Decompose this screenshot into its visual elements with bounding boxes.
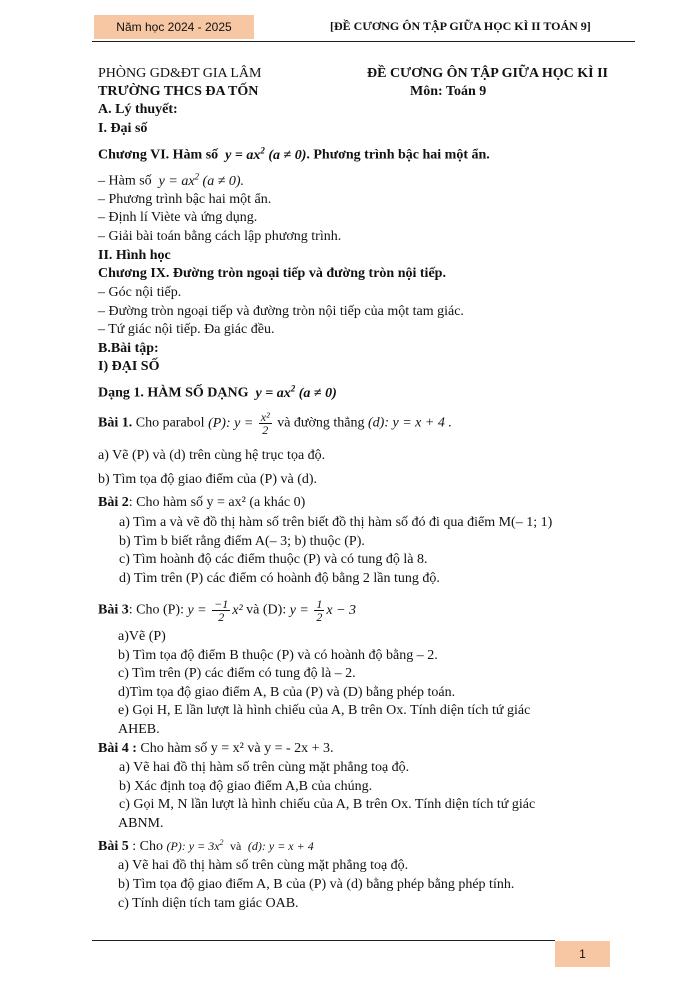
function-label: – Hàm số — [98, 173, 152, 189]
page-number: 1 — [579, 947, 586, 961]
algebra-item: – Định lí Viète và ứng dụng. — [98, 210, 258, 225]
exercise-intro: : Cho — [128, 839, 163, 854]
geometry-item: – Tứ giác nội tiếp. Đa giác đều. — [98, 322, 275, 337]
school-name: TRƯỜNG THCS ĐA TỐN — [98, 84, 259, 99]
exercises-heading: B.Bài tập: — [98, 341, 159, 356]
footer-divider — [92, 940, 555, 941]
exercise-text: và (D): — [246, 602, 287, 618]
exercise-1-statement — [98, 411, 452, 436]
exercise-5-statement — [98, 835, 314, 855]
exercise-item: a) Vẽ hai đồ thị hàm số trên cùng mặt phẳng toạ độ. — [119, 760, 410, 775]
exercise-item: c) Gọi M, N lần lượt là hình chiếu của A, B trên Ox. Tính diện tích tứ giác — [119, 797, 536, 812]
exercise-item: b) Tìm tọa độ giao điểm của (P) và (d). — [98, 472, 318, 487]
exercise-label: Bài 5 — [98, 839, 129, 854]
exercise-item: b) Tìm b biết rằng điểm A(– 3; b) thuộc (P). — [119, 534, 365, 549]
exercise-item: a) Vẽ hai đồ thị hàm số trên cùng mặt phẳng toạ độ. — [118, 858, 409, 873]
type-1-heading — [98, 380, 337, 402]
school-year-banner — [94, 15, 254, 39]
algebra-part-heading: I) ĐẠI SỐ — [98, 359, 160, 374]
exercise-item: c) Tìm trên (P) các điểm có tung độ là – 2. — [118, 666, 356, 681]
exercise-item: e) Gọi H, E lần lượt là hình chiếu của A, B trên Ox. Tính diện tích tứ giác — [118, 703, 531, 718]
exercise-intro: Cho hàm số y = x² và y = - 2x + 3. — [136, 741, 334, 756]
exercise-intro: Cho parabol — [135, 415, 205, 431]
formula: (d): y = x + 4 . — [368, 415, 452, 431]
header-divider — [92, 41, 635, 42]
exercise-intro: : Cho hàm số y = ax² (a khác 0) — [128, 495, 306, 510]
exercise-label: Bài 4 : — [98, 741, 137, 756]
exercise-text: và đường thẳng — [277, 415, 365, 431]
geometry-heading: II. Hình học — [98, 248, 171, 263]
document-title: ĐỀ CƯƠNG ÔN TẬP GIỮA HỌC KÌ II — [367, 66, 609, 81]
header-title: [ĐỀ CƯƠNG ÔN TẬP GIỮA HỌC KÌ II TOÁN 9] — [330, 19, 591, 33]
formula: y = $\frac{1}{2}$ x − 3 — [289, 597, 357, 624]
formula: $y = ax^2$ (a ≠ 0) — [221, 145, 307, 163]
theory-heading: A. Lý thuyết: — [98, 102, 178, 117]
exercise-label: Bài 2 — [98, 495, 129, 510]
department: PHÒNG GD&ĐT GIA LÂM — [98, 66, 262, 81]
exercise-item: b) Tìm tọa độ điểm B thuộc (P) và có hoành độ bằng – 2. — [118, 648, 438, 663]
exercise-item: b) Tìm tọa độ giao điểm A, B của (P) và (d) bằng phép bằng phép tính. — [118, 877, 515, 892]
exercise-2-statement — [98, 495, 305, 511]
formula: $y = ax^2$ (a ≠ 0). — [155, 171, 245, 189]
chapter-6-rest: . Phương trình bậc hai một ẩn. — [306, 147, 490, 163]
chapter-9-heading: Chương IX. Đường tròn ngoại tiếp và đường tròn nội tiếp. — [98, 266, 446, 281]
formula: $y = ax^2$ (a ≠ 0) — [252, 383, 337, 401]
exercise-item: a) Tìm a và vẽ đồ thị hàm số trên biết đồ thị hàm số đó đi qua điểm M(– 1; 1) — [119, 515, 553, 530]
subject: Môn: Toán 9 — [410, 84, 487, 99]
type-1-title: Dạng 1. HÀM SỐ DẠNG — [98, 385, 249, 401]
chapter-6-heading — [98, 142, 490, 164]
exercise-item: a) Vẽ (P) và (d) trên cùng hệ trục tọa độ. — [98, 448, 326, 463]
function-item — [98, 168, 244, 190]
exercise-item: d)Tìm tọa độ giao điểm A, B của (P) và (D) bằng phép toán. — [118, 685, 456, 700]
exercise-item: c) Tìm hoành độ các điểm thuộc (P) và có tung độ là 8. — [119, 552, 428, 567]
exercise-label: Bài 1. — [98, 415, 133, 431]
exercise-item: ABNM. — [118, 816, 164, 831]
exercise-item: d) Tìm trên (P) các điểm có hoành độ bằng 2 lần tung độ. — [119, 571, 440, 586]
formula: (P): y = $\frac{\text{x²}}{2}$ — [208, 410, 270, 437]
formula: (d): y = x + 4 — [247, 839, 314, 853]
algebra-item: – Giải bài toán bằng cách lập phương trình. — [98, 229, 342, 244]
formula: (P): $y = 3x^2$ — [166, 838, 224, 853]
geometry-item: – Góc nội tiếp. — [98, 285, 182, 300]
exercise-item: c) Tính diện tích tam giác OAB. — [118, 896, 299, 911]
algebra-heading: I. Đại số — [98, 121, 148, 136]
exercise-item: a)Vẽ (P) — [118, 629, 166, 644]
exercise-intro: : Cho (P): — [128, 602, 184, 618]
exercise-text: và — [227, 839, 245, 853]
exercise-item: AHEB. — [118, 722, 160, 737]
exercise-3-statement — [98, 598, 356, 623]
geometry-item: – Đường tròn ngoại tiếp và đường tròn nội tiếp của một tam giác. — [98, 304, 464, 319]
algebra-item: – Phương trình bậc hai một ẩn. — [98, 192, 272, 207]
exercise-item: b) Xác định toạ độ giao điểm A,B của chúng. — [119, 779, 373, 794]
school-year: Năm học 2024 - 2025 — [116, 20, 232, 34]
formula: y = $\frac{-1}{2}$ x² — [187, 597, 243, 624]
chapter-6-title: Chương VI. Hàm số — [98, 147, 219, 163]
page-number-badge — [555, 941, 610, 967]
exercise-label: Bài 3 — [98, 602, 129, 618]
exercise-4-statement — [98, 741, 334, 757]
